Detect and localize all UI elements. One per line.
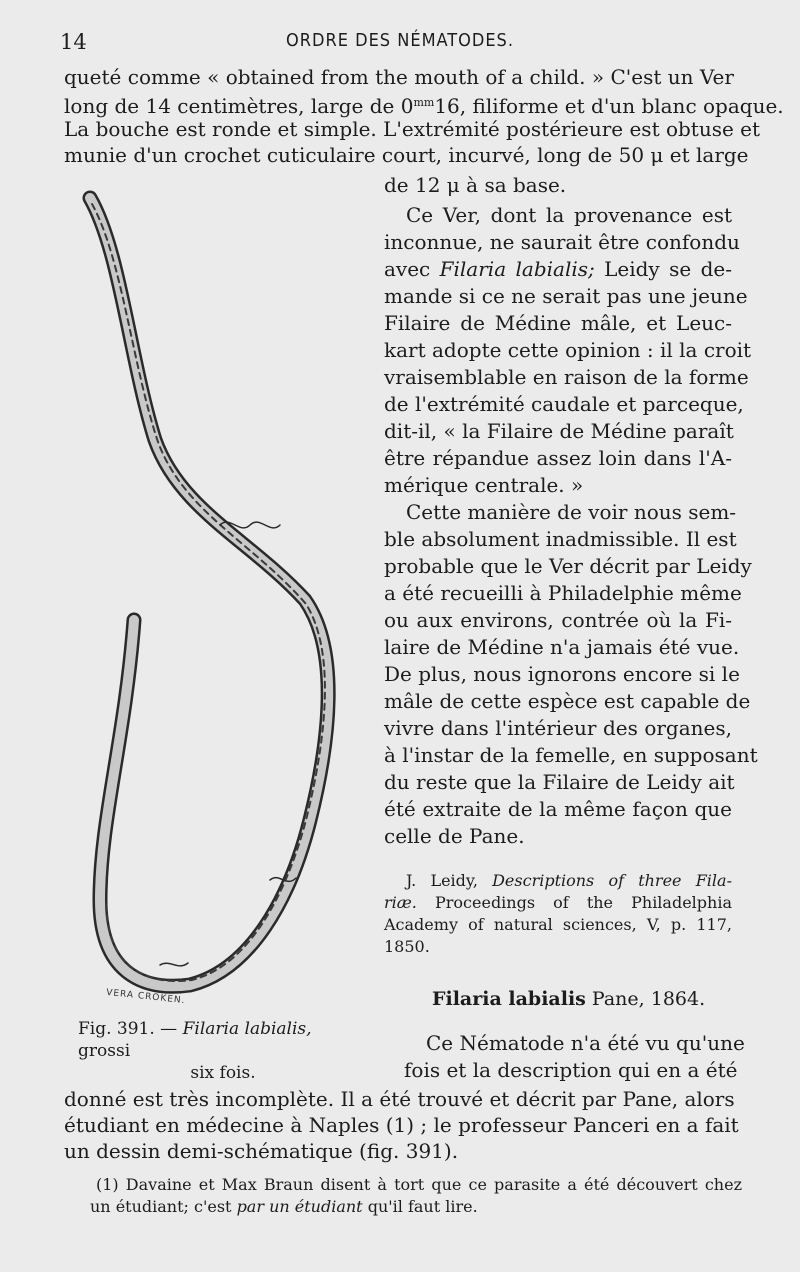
body-line: mande si ce ne serait pas une jeune: [384, 284, 748, 308]
line-text: avec: [384, 257, 440, 281]
page-header: [60, 30, 740, 54]
body-line: Ce Ver, dont la provenance est: [406, 203, 732, 227]
body-line: de l'extrémité caudale et parceque,: [384, 392, 744, 416]
worm-body-fill: [90, 198, 328, 986]
caption-species: Filaria labialis,: [182, 1019, 312, 1039]
ref-author: J. Leidy,: [406, 871, 493, 890]
body-line: étudiant en médecine à Naples (1) ; le professeur Panceri en a fait: [64, 1113, 739, 1137]
footnote-line: (1) Davaine et Max Braun disent à tort que ce parasite a été découvert chez: [96, 1175, 742, 1194]
body-line: de 12 μ à sa base.: [384, 173, 567, 197]
body-line: Filaire de Médine mâle, et Leuc-: [384, 311, 732, 335]
body-line: kart adopte cette opinion : il la croit: [384, 338, 752, 362]
body-line: vraisemblable en raison de la forme: [384, 365, 749, 389]
body-line: a été recueilli à Philadelphie même: [384, 581, 742, 605]
body-line: fois et la description qui en a été: [404, 1058, 738, 1082]
body-line: vivre dans l'intérieur des organes,: [384, 716, 732, 740]
body-line: laire de Médine n'a jamais été vue.: [384, 635, 740, 659]
caption-rest: grossi: [78, 1041, 131, 1061]
body-line: De plus, nous ignorons encore si le: [384, 662, 740, 686]
species-name: Filaria labialis: [432, 988, 586, 1010]
ref-title: riæ.: [384, 893, 417, 912]
reference-line: [384, 870, 732, 892]
section-heading: [432, 988, 705, 1010]
body-line: être répandue assez loin dans l'A-: [384, 446, 732, 470]
running-head: ORDRE DES NÉMATODES.: [286, 30, 514, 51]
body-line: été extraite de la même façon que: [384, 797, 732, 821]
caption-line: six fois.: [190, 1063, 256, 1083]
line-text: 16, filiforme et d'un blanc opaque.: [434, 94, 784, 118]
footnote-line: [90, 1196, 742, 1218]
body-line: Ce Nématode n'a été vu qu'une: [426, 1031, 745, 1055]
body-line: probable que le Ver décrit par Leidy: [384, 554, 752, 578]
body-line: [384, 256, 732, 282]
body-line: du reste que la Filaire de Leidy ait: [384, 770, 735, 794]
body-line: La bouche est ronde et simple. L'extrémité postérieure est obtuse et: [64, 117, 761, 141]
reference-line: Academy of natural sciences, V, p. 117,: [384, 915, 732, 934]
footnote-text: un étudiant; c'est: [90, 1197, 237, 1216]
body-line: mâle de cette espèce est capable de: [384, 689, 751, 713]
figure-caption: [78, 1018, 368, 1084]
body-line: munie d'un crochet cuticulaire court, incurvé, long de 50 μ et large: [64, 143, 749, 167]
body-line: donné est très incomplète. Il a été trouvé et décrit par Pane, alors: [64, 1087, 735, 1111]
ref-source: Proceedings of the Philadelphia: [416, 893, 732, 912]
species-name: Filaria labialis;: [439, 257, 595, 281]
body-line: ou aux environs, contrée où la Fi-: [384, 608, 732, 632]
worm-illustration: [70, 180, 380, 1000]
body-line: Cette manière de voir nous sem-: [406, 500, 737, 524]
body-line: un dessin demi-schématique (fig. 391).: [64, 1139, 459, 1163]
body-line: [64, 90, 784, 119]
body-line: à l'instar de la femelle, en supposant: [384, 743, 758, 767]
page-number: 14: [60, 30, 87, 54]
body-line: mérique centrale. »: [384, 473, 584, 497]
author-year: Pane, 1864.: [585, 988, 706, 1010]
body-line: ble absolument inadmissible. Il est: [384, 527, 737, 551]
unit-superscript: mm: [413, 96, 435, 109]
caption-lead: Fig. 391. —: [78, 1019, 183, 1039]
footnote-text: qu'il faut lire.: [362, 1197, 478, 1216]
footnote-emphasis: par un étudiant: [236, 1197, 363, 1216]
line-text: long de 14 centimètres, large de 0: [64, 94, 414, 118]
line-text: Leidy se de-: [594, 257, 732, 281]
ref-title: Descriptions of three Fila-: [492, 871, 732, 890]
body-line: inconnue, ne saurait être confondu: [384, 230, 740, 254]
reference-line: [384, 892, 732, 914]
body-line: queté comme « obtained from the mouth of a child. » C'est un Ver: [64, 65, 734, 89]
reference-line: 1850.: [384, 937, 430, 956]
engraver-signature: VERA CROKEN.: [105, 987, 186, 1007]
body-line: dit-il, « la Filaire de Médine paraît: [384, 419, 734, 443]
body-line: celle de Pane.: [384, 824, 525, 848]
